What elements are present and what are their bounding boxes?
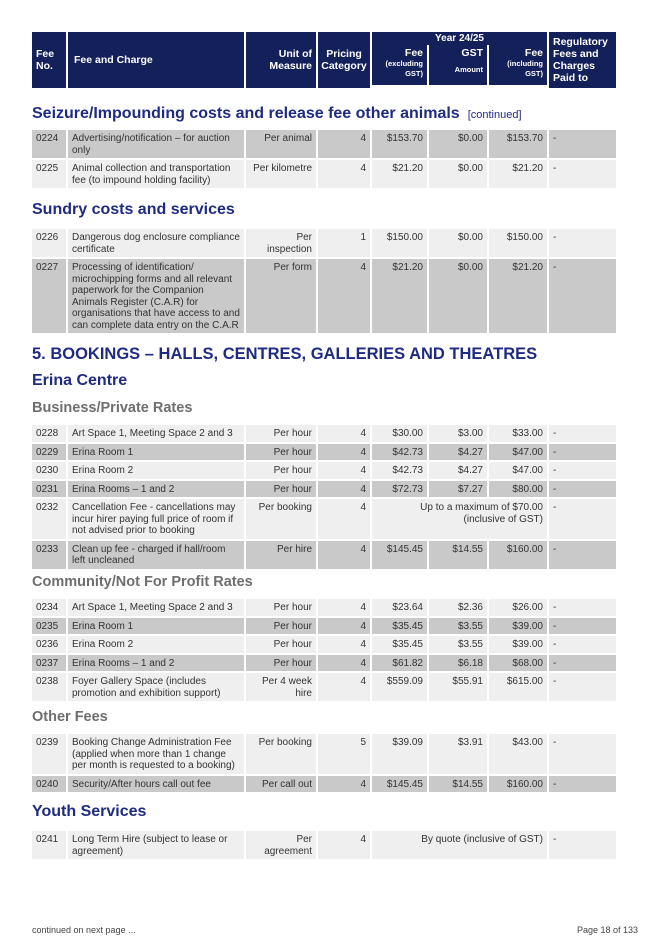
fee-including-gst: $39.00 — [489, 636, 547, 653]
regulatory-paid-to: - — [549, 462, 616, 479]
pricing-category: 4 — [318, 160, 370, 188]
fee-note: By quote (inclusive of GST) — [372, 831, 547, 859]
pricing-category: 4 — [318, 130, 370, 158]
unit-of-measure: Per hour — [246, 462, 316, 479]
gst-amount: $2.36 — [429, 599, 487, 616]
fee-no: 0226 — [32, 229, 66, 257]
fee-no: 0234 — [32, 599, 66, 616]
pricing-category: 4 — [318, 618, 370, 635]
fee-including-gst: $33.00 — [489, 425, 547, 442]
pricing-category: 4 — [318, 425, 370, 442]
pricing-category: 4 — [318, 259, 370, 333]
fee-no: 0229 — [32, 444, 66, 461]
unit-of-measure: Per booking — [246, 499, 316, 539]
table-row — [32, 259, 639, 333]
pricing-category: 4 — [318, 673, 370, 701]
unit-of-measure: Per inspection — [246, 229, 316, 257]
section-heading-erina: Erina Centre — [32, 372, 128, 389]
header-fee-no: Fee No. — [32, 32, 66, 88]
table-row — [32, 673, 639, 701]
gst-amount: $0.00 — [429, 130, 487, 158]
regulatory-paid-to: - — [549, 541, 616, 569]
regulatory-paid-to: - — [549, 599, 616, 616]
subheading-community: Community/Not For Profit Rates — [32, 574, 253, 590]
fee-name: Clean up fee - charged if hall/room left uncleaned — [68, 541, 244, 569]
header-pricing-category: Pricing Category — [318, 32, 370, 88]
pricing-category: 4 — [318, 655, 370, 672]
regulatory-paid-to: - — [549, 229, 616, 257]
fee-name: Cancellation Fee - cancellations may incur hirer paying full price of room if not advised prior to booking — [68, 499, 244, 539]
gst-amount: $3.00 — [429, 425, 487, 442]
table-row — [32, 160, 639, 188]
regulatory-paid-to: - — [549, 776, 616, 793]
regulatory-paid-to: - — [549, 499, 616, 539]
header-fee-excl: Fee (excluding GST) — [372, 45, 427, 85]
table-community — [32, 599, 639, 703]
subheading-business: Business/Private Rates — [32, 400, 193, 416]
fee-no: 0227 — [32, 259, 66, 333]
fee-name: Erina Room 1 — [68, 444, 244, 461]
pricing-category: 4 — [318, 444, 370, 461]
fee-excluding-gst: $35.45 — [372, 618, 427, 635]
table-row — [32, 425, 639, 442]
fee-including-gst: $47.00 — [489, 462, 547, 479]
unit-of-measure: Per call out — [246, 776, 316, 793]
header-fee-incl: Fee (including GST) — [489, 45, 547, 85]
unit-of-measure: Per hour — [246, 599, 316, 616]
fee-excluding-gst: $35.45 — [372, 636, 427, 653]
table-row — [32, 618, 639, 635]
fee-excluding-gst: $23.64 — [372, 599, 427, 616]
fee-name: Erina Room 1 — [68, 618, 244, 635]
unit-of-measure: Per form — [246, 259, 316, 333]
table-row — [32, 599, 639, 616]
unit-of-measure: Per booking — [246, 734, 316, 774]
gst-amount: $55.91 — [429, 673, 487, 701]
footer-continued: continued on next page ... — [32, 925, 136, 935]
fee-note: Up to a maximum of $70.00 (inclusive of GST) — [372, 499, 547, 539]
gst-amount: $3.55 — [429, 618, 487, 635]
regulatory-paid-to: - — [549, 160, 616, 188]
table-row — [32, 444, 639, 461]
footer-page-number: Page 18 of 133 — [576, 925, 638, 935]
regulatory-paid-to: - — [549, 444, 616, 461]
regulatory-paid-to: - — [549, 425, 616, 442]
header-gst: GST Amount — [429, 45, 487, 85]
fee-excluding-gst: $42.73 — [372, 444, 427, 461]
fee-name: Erina Rooms – 1 and 2 — [68, 481, 244, 498]
fee-schedule-page — [32, 32, 639, 857]
table-row — [32, 831, 639, 859]
unit-of-measure: Per hour — [246, 425, 316, 442]
table-youth — [32, 831, 639, 861]
unit-of-measure: Per hour — [246, 655, 316, 672]
unit-of-measure: Per animal — [246, 130, 316, 158]
header-unit: Unit of Measure — [246, 32, 316, 88]
fee-including-gst: $150.00 — [489, 229, 547, 257]
fee-excluding-gst: $145.45 — [372, 776, 427, 793]
unit-of-measure: Per hire — [246, 541, 316, 569]
table-business — [32, 425, 639, 571]
fee-no: 0232 — [32, 499, 66, 539]
fee-excluding-gst: $145.45 — [372, 541, 427, 569]
gst-amount: $3.91 — [429, 734, 487, 774]
fee-name: Long Term Hire (subject to lease or agreement) — [68, 831, 244, 859]
fee-including-gst: $160.00 — [489, 776, 547, 793]
unit-of-measure: Per agreement — [246, 831, 316, 859]
gst-amount: $0.00 — [429, 160, 487, 188]
pricing-category: 4 — [318, 776, 370, 793]
table-sundry — [32, 229, 639, 335]
fee-name: Animal collection and transportation fee (to impound holding facility) — [68, 160, 244, 188]
unit-of-measure: Per hour — [246, 618, 316, 635]
section-heading-seizure: Seizure/Impounding costs and release fee other animals [continued] — [32, 105, 522, 122]
fee-no: 0241 — [32, 831, 66, 859]
gst-amount: $3.55 — [429, 636, 487, 653]
regulatory-paid-to: - — [549, 636, 616, 653]
fee-including-gst: $26.00 — [489, 599, 547, 616]
unit-of-measure: Per hour — [246, 636, 316, 653]
fee-including-gst: $47.00 — [489, 444, 547, 461]
fee-excluding-gst: $30.00 — [372, 425, 427, 442]
fee-no: 0233 — [32, 541, 66, 569]
unit-of-measure: Per kilometre — [246, 160, 316, 188]
fee-name: Erina Room 2 — [68, 636, 244, 653]
fee-no: 0237 — [32, 655, 66, 672]
fee-including-gst: $68.00 — [489, 655, 547, 672]
regulatory-paid-to: - — [549, 831, 616, 859]
section-heading-youth: Youth Services — [32, 803, 147, 820]
fee-name: Advertising/notification – for auction only — [68, 130, 244, 158]
fee-no: 0240 — [32, 776, 66, 793]
fee-including-gst: $80.00 — [489, 481, 547, 498]
gst-amount: $0.00 — [429, 229, 487, 257]
fee-no: 0235 — [32, 618, 66, 635]
table-row — [32, 130, 639, 158]
regulatory-paid-to: - — [549, 259, 616, 333]
table-row — [32, 229, 639, 257]
fee-no: 0228 — [32, 425, 66, 442]
unit-of-measure: Per 4 week hire — [246, 673, 316, 701]
table-row — [32, 541, 639, 569]
table-row — [32, 636, 639, 653]
fee-name: Erina Room 2 — [68, 462, 244, 479]
gst-amount: $14.55 — [429, 541, 487, 569]
header-year-group — [372, 32, 547, 88]
table-row — [32, 499, 639, 539]
pricing-category: 4 — [318, 481, 370, 498]
pricing-category: 1 — [318, 229, 370, 257]
fee-excluding-gst: $150.00 — [372, 229, 427, 257]
pricing-category: 4 — [318, 599, 370, 616]
fee-no: 0231 — [32, 481, 66, 498]
fee-excluding-gst: $21.20 — [372, 160, 427, 188]
fee-including-gst: $153.70 — [489, 130, 547, 158]
header-fee-and-charge: Fee and Charge — [68, 32, 244, 88]
pricing-category: 4 — [318, 636, 370, 653]
fee-name: Foyer Gallery Space (includes promotion and exhibition support) — [68, 673, 244, 701]
fee-name: Art Space 1, Meeting Space 2 and 3 — [68, 425, 244, 442]
fee-excluding-gst: $61.82 — [372, 655, 427, 672]
table-seizure — [32, 130, 639, 190]
pricing-category: 5 — [318, 734, 370, 774]
fee-no: 0224 — [32, 130, 66, 158]
section-heading-bookings: 5. BOOKINGS – HALLS, CENTRES, GALLERIES AND THEATRES — [32, 345, 538, 363]
fee-name: Booking Change Administration Fee (applied when more than 1 change per month is requested to a booking) — [68, 734, 244, 774]
fee-excluding-gst: $153.70 — [372, 130, 427, 158]
fee-excluding-gst: $21.20 — [372, 259, 427, 333]
subheading-other-fees: Other Fees — [32, 709, 108, 725]
gst-amount: $4.27 — [429, 444, 487, 461]
gst-amount: $14.55 — [429, 776, 487, 793]
regulatory-paid-to: - — [549, 734, 616, 774]
fee-including-gst: $615.00 — [489, 673, 547, 701]
section-heading-sundry: Sundry costs and services — [32, 201, 235, 218]
fee-name: Erina Rooms – 1 and 2 — [68, 655, 244, 672]
regulatory-paid-to: - — [549, 618, 616, 635]
fee-excluding-gst: $559.09 — [372, 673, 427, 701]
unit-of-measure: Per hour — [246, 481, 316, 498]
table-header — [32, 32, 639, 85]
fee-no: 0230 — [32, 462, 66, 479]
table-row — [32, 655, 639, 672]
fee-name: Security/After hours call out fee — [68, 776, 244, 793]
fee-including-gst: $21.20 — [489, 259, 547, 333]
regulatory-paid-to: - — [549, 481, 616, 498]
pricing-category: 4 — [318, 831, 370, 859]
continued-label: [continued] — [467, 109, 522, 121]
pricing-category: 4 — [318, 462, 370, 479]
fee-including-gst: $39.00 — [489, 618, 547, 635]
unit-of-measure: Per hour — [246, 444, 316, 461]
regulatory-paid-to: - — [549, 673, 616, 701]
table-row — [32, 734, 639, 774]
fee-excluding-gst: $72.73 — [372, 481, 427, 498]
gst-amount: $0.00 — [429, 259, 487, 333]
fee-including-gst: $21.20 — [489, 160, 547, 188]
fee-including-gst: $160.00 — [489, 541, 547, 569]
fee-excluding-gst: $42.73 — [372, 462, 427, 479]
fee-no: 0225 — [32, 160, 66, 188]
table-row — [32, 462, 639, 479]
table-row — [32, 481, 639, 498]
fee-no: 0236 — [32, 636, 66, 653]
regulatory-paid-to: - — [549, 130, 616, 158]
gst-amount: $4.27 — [429, 462, 487, 479]
fee-including-gst: $43.00 — [489, 734, 547, 774]
fee-excluding-gst: $39.09 — [372, 734, 427, 774]
pricing-category: 4 — [318, 541, 370, 569]
pricing-category: 4 — [318, 499, 370, 539]
fee-name: Processing of identification/ microchipping forms and all relevant paperwork for the Companion Animals Register (C.A.R) for organisations that have access to and can complete data entry on the C.A.R — [68, 259, 244, 333]
fee-no: 0238 — [32, 673, 66, 701]
header-year: Year 24/25 — [372, 32, 547, 45]
fee-name: Art Space 1, Meeting Space 2 and 3 — [68, 599, 244, 616]
gst-amount: $7.27 — [429, 481, 487, 498]
gst-amount: $6.18 — [429, 655, 487, 672]
header-regulatory: Regulatory Fees and Charges Paid to — [549, 32, 616, 88]
fee-name: Dangerous dog enclosure compliance certificate — [68, 229, 244, 257]
fee-no: 0239 — [32, 734, 66, 774]
table-other-fees — [32, 734, 639, 794]
regulatory-paid-to: - — [549, 655, 616, 672]
table-row — [32, 776, 639, 793]
